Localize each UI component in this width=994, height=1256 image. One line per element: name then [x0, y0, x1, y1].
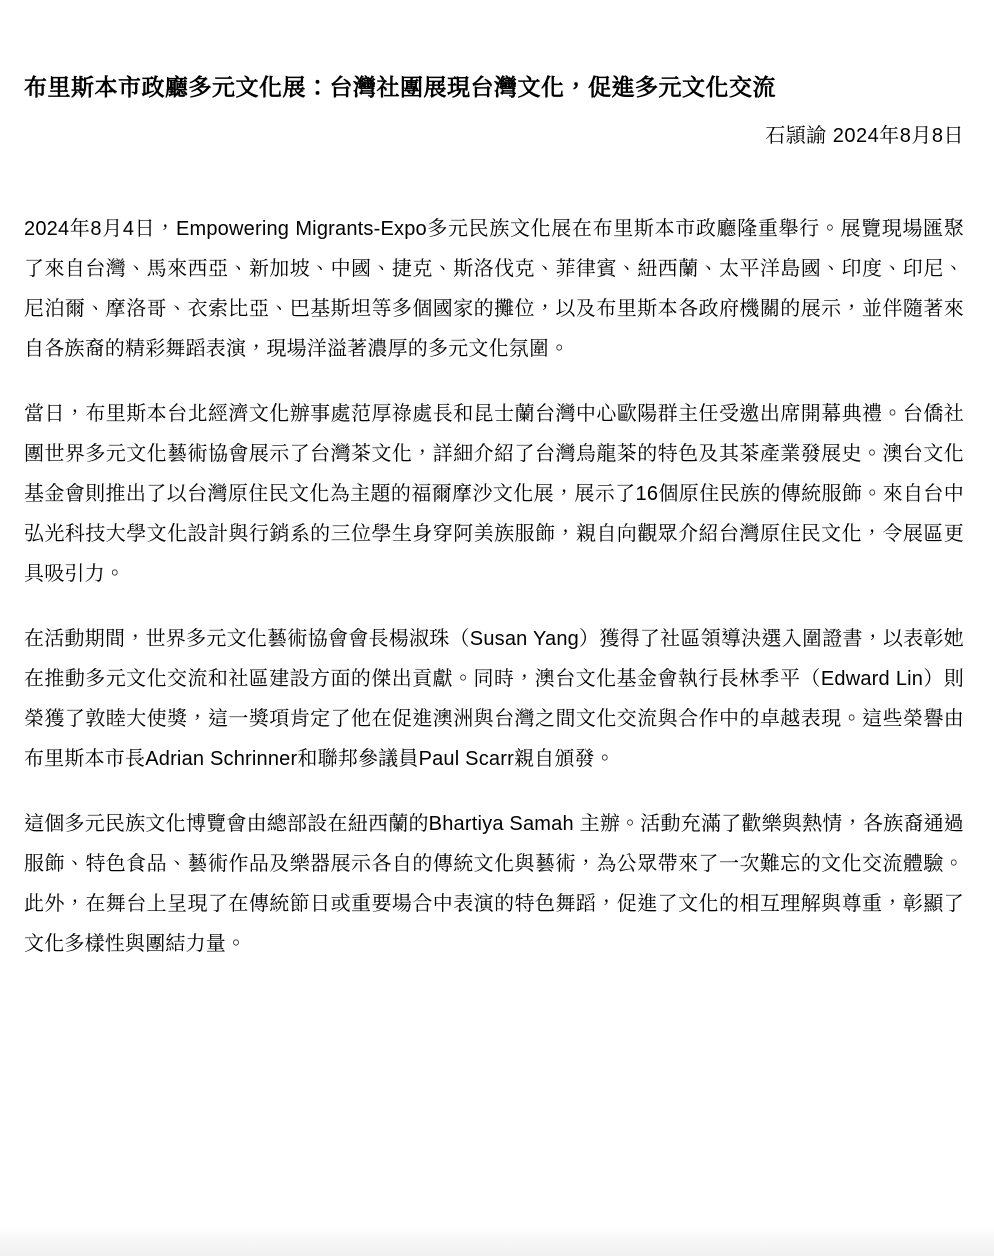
article-title: 布里斯本市政廳多元文化展：台灣社團展現台灣文化，促進多元文化交流 — [24, 74, 776, 100]
article-paragraph: 2024年8月4日，Empowering Migrants-Expo多元民族文化展在布里斯本市政廳隆重舉行。展覽現場匯聚了來自台灣、馬來西亞、新加坡、中國、捷克、斯洛伐克、菲律賓、紐西蘭、太平洋島國、印度、印尼、尼泊爾、摩洛哥、衣索比亞、巴基斯坦等多個國家的攤位，以及布里斯本各政府機關的展示，並伴隨著來自各族裔的精彩舞蹈表演，現場洋溢著濃厚的多元文化氛圍。 — [24, 218, 964, 360]
article-paragraph: 這個多元民族文化博覽會由總部設在紐西蘭的Bhartiya Samah 主辦。活動充滿了歡樂與熱情，各族裔通過服飾、特色食品、藝術作品及樂器展示各自的傳統文化與藝術，為公眾帶來了一次難忘的文化交流體驗。此外，在舞台上呈現了在傳統節日或重要場合中表演的特色舞蹈，促進了文化的相互理解與尊重，彰顯了文化多樣性與團結力量。 — [24, 813, 964, 955]
article-paragraph: 當日，布里斯本台北經濟文化辦事處范厚祿處長和昆士蘭台灣中心歐陽群主任受邀出席開幕典禮。台僑社團世界多元文化藝術協會展示了台灣茶文化，詳細介紹了台灣烏龍茶的特色及其茶產業發展史。澳台文化基金會則推出了以台灣原住民文化為主題的福爾摩沙文化展，展示了16個原住民族的傳統服飾。來自台中弘光科技大學文化設計與行銷系的三位學生身穿阿美族服飾，親自向觀眾介紹台灣原住民文化，令展區更具吸引力。 — [24, 403, 964, 585]
page-bottom-edge — [0, 1226, 994, 1256]
article-body — [24, 209, 964, 964]
article-byline: 石頴諭 2024年8月8日 — [765, 125, 964, 147]
article-paragraph: 在活動期間，世界多元文化藝術協會會長楊淑珠（Susan Yang）獲得了社區領導決選入圍證書，以表彰她在推動多元文化交流和社區建設方面的傑出貢獻。同時，澳台文化基金會執行長林季平（Edward Lin）則榮獲了敦睦大使獎，這一獎項肯定了他在促進澳洲與台灣之間文化交流與合作中的卓越表現。這些榮譽由布里斯本市長Adrian Schrinner和聯邦參議員Paul Scarr親自頒發。 — [24, 628, 964, 770]
